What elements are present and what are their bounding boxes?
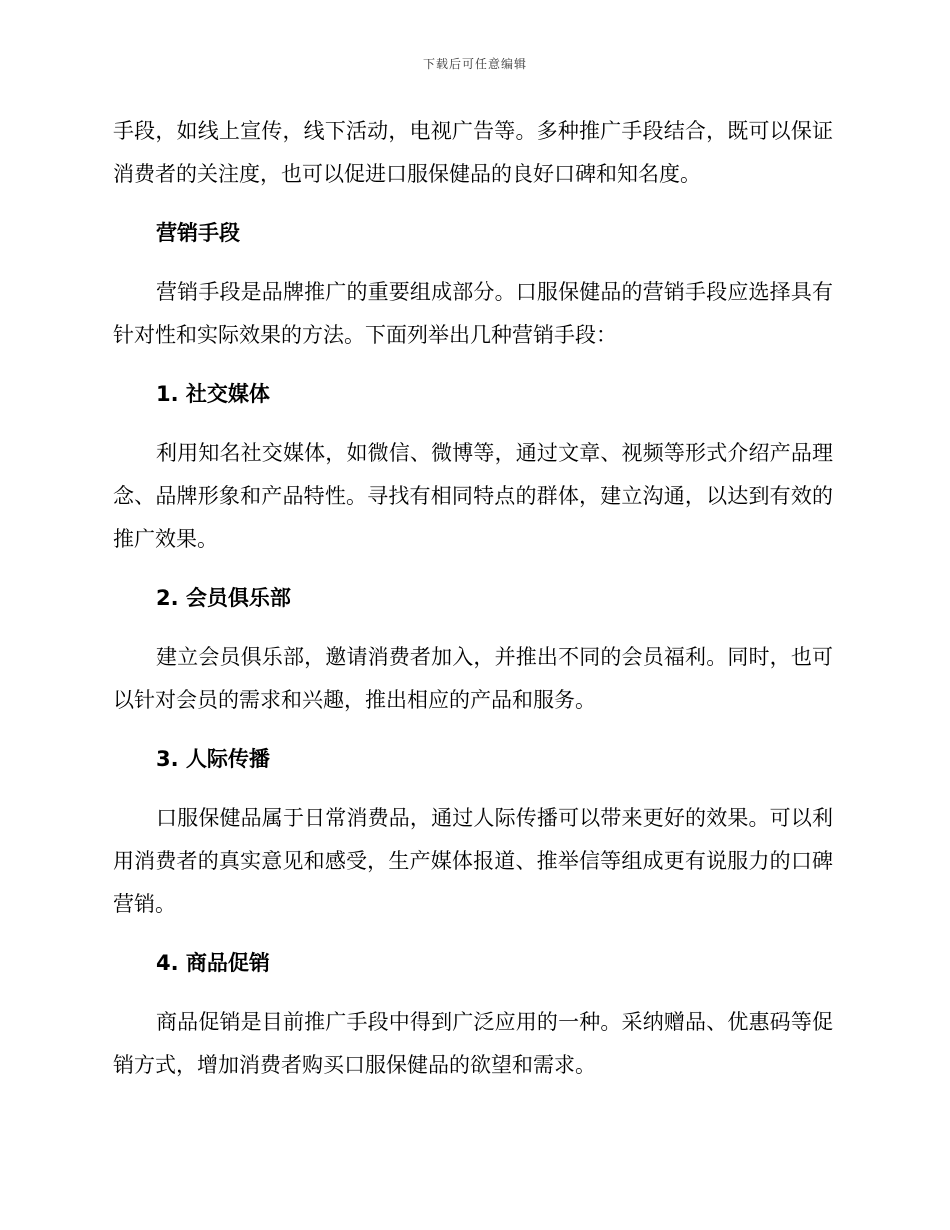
paragraph-promotion: 商品促销是目前推广手段中得到广泛应用的一种。采纳赠品、优惠码等促销方式，增加消费者购买口服保健品的欲望和需求。 <box>113 1010 833 1077</box>
heading-promotion: 4. 商品促销 <box>156 951 270 975</box>
paragraph-social-media: 利用知名社交媒体，如微信、微博等，通过文章、视频等形式介绍产品理念、品牌形象和产品特性。寻找有相同特点的群体，建立沟通，以达到有效的推广效果。 <box>113 441 833 551</box>
paragraph-intro: 手段，如线上宣传，线下活动，电视广告等。多种推广手段结合，既可以保证消费者的关注度，也可以促进口服保健品的良好口碑和知名度。 <box>113 119 833 186</box>
heading-word-of-mouth: 3. 人际传播 <box>156 747 270 771</box>
header-note: 下载后可任意编辑 <box>422 57 527 71</box>
section-heading-marketing: 营销手段 <box>156 221 240 245</box>
heading-member-club: 2. 会员俱乐部 <box>156 586 291 610</box>
document-body <box>113 110 833 1103</box>
paragraph-member-club: 建立会员俱乐部，邀请消费者加入，并推出不同的会员福利。同时，也可以针对会员的需求和兴趣，推出相应的产品和服务。 <box>113 645 833 712</box>
heading-social-media: 1. 社交媒体 <box>156 382 270 406</box>
paragraph-word-of-mouth: 口服保健品属于日常消费品，通过人际传播可以带来更好的效果。可以利用消费者的真实意见和感受，生产媒体报道、推举信等组成更有说服力的口碑营销。 <box>113 806 833 916</box>
paragraph-marketing-overview: 营销手段是品牌推广的重要组成部分。口服保健品的营销手段应选择具有针对性和实际效果的方法。下面列举出几种营销手段： <box>113 280 833 347</box>
